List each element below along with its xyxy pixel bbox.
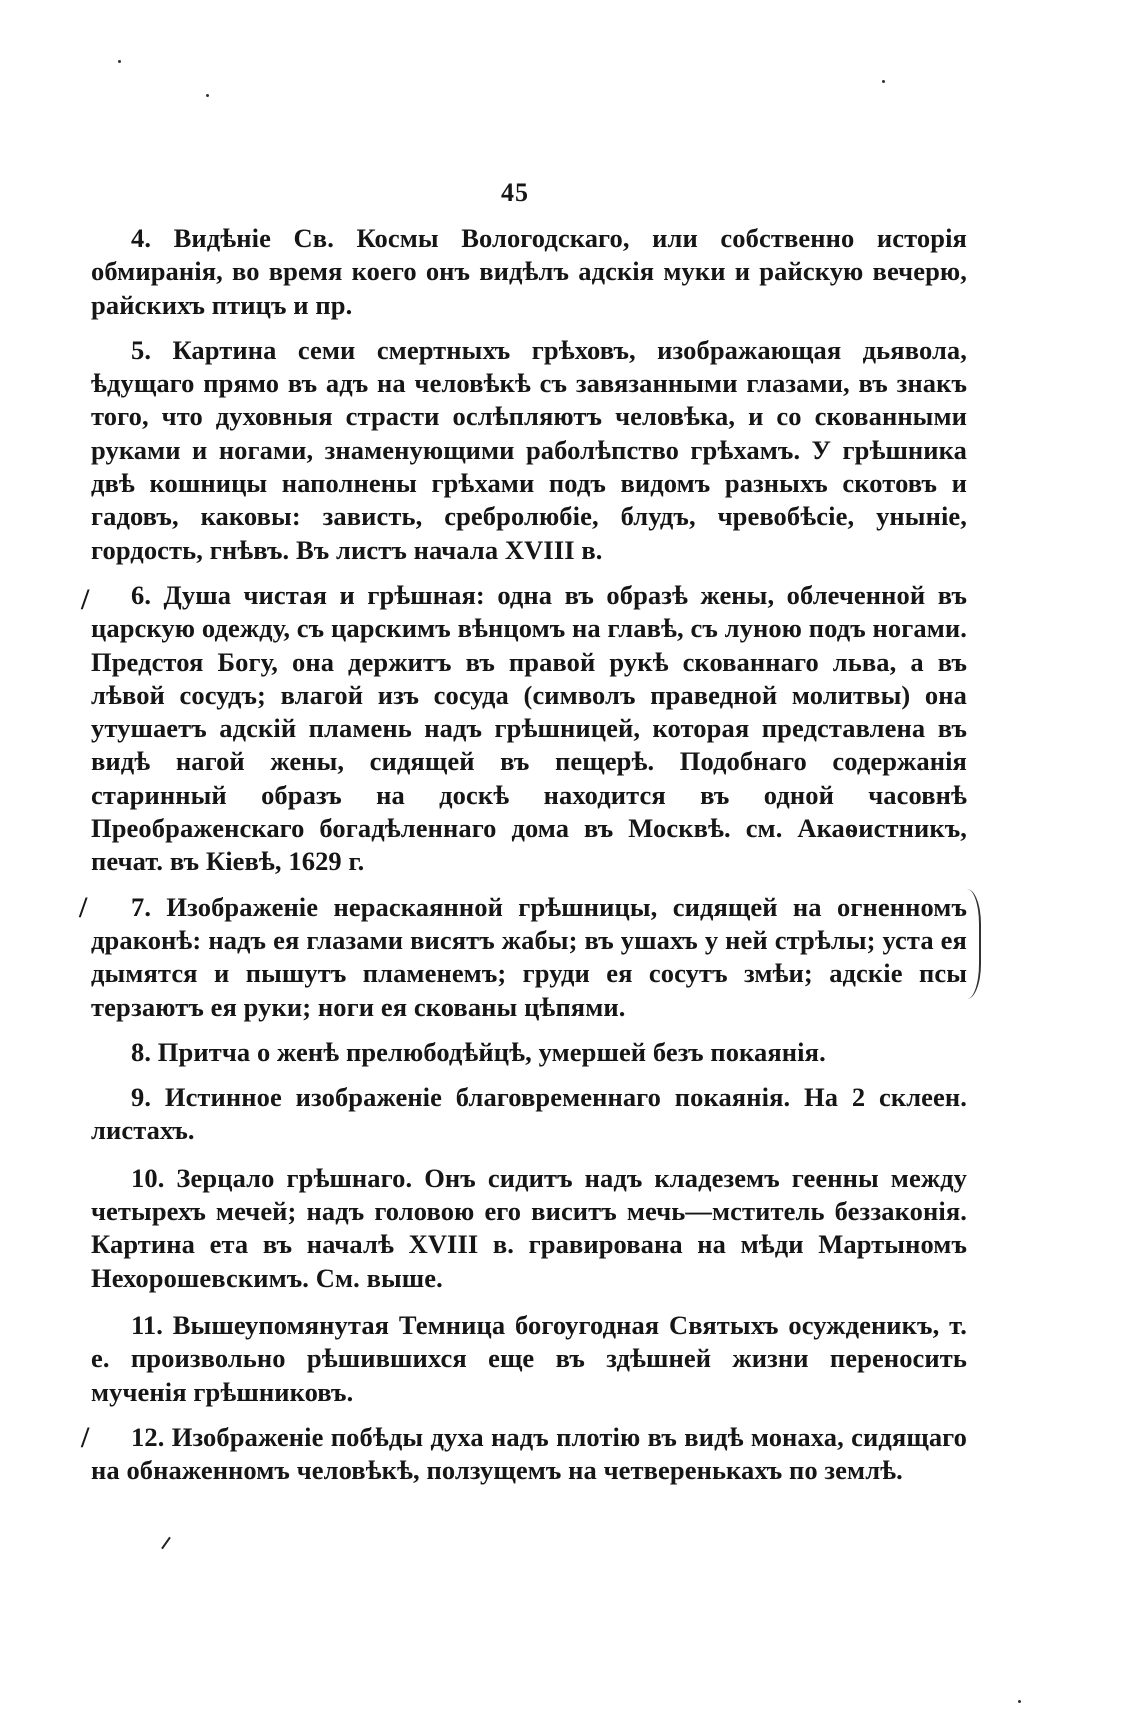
catalog-entry — [91, 222, 967, 322]
margin-mark: / — [79, 890, 88, 924]
entry-text: 12. Изображеніе побѣды духа надъ плотію въ видѣ монаха, сидящаго на обнаженномъ человѣкѣ, ползущемъ на четверенькахъ по землѣ. — [91, 1421, 967, 1486]
ink-speck — [882, 80, 885, 83]
margin-bracket — [967, 889, 981, 999]
page-number: 45 — [501, 178, 529, 207]
entry-text: 6. Душа чистая и грѣшная: одна въ образѣ жены, облеченной въ царскую одежду, съ царскимъ вѣнцомъ на главѣ, съ луною подъ ногами. Предстоя Богу, она держитъ въ правой рукѣ скованнаго льва, а въ лѣвой сосудъ; влагой изъ сосуда (символъ праведной молитвы) она утушаетъ адскій пламень надъ грѣшницей, которая представлена въ видѣ нагой жены, сидящей въ пещерѣ. Подобнаго содержанія старинный образъ на доскѣ находится въ одной часовнѣ Преображенскаго богадѣленнаго дома въ Москвѣ. см. Акаѳистникъ, печат. въ Кіевѣ, 1629 г. — [91, 579, 967, 877]
entry-text: 5. Картина семи смертныхъ грѣховъ, изображающая дьявола, ѣдущаго прямо въ адъ на человѣкѣ съ завязанными глазами, въ знакъ того, что духовныя страсти ослѣпляютъ человѣка, и со скованными руками и ногами, знаменующими раболѣпство грѣхамъ. У грѣшника двѣ кошницы наполнены грѣхами подъ видомъ разныхъ скотовъ и гадовъ, каковы: зависть, сребролюбіе, блудъ, чревобѣсіе, уныніе, гордость, гнѣвъ. Въ листъ начала XVIII в. — [91, 334, 967, 565]
ink-speck — [206, 94, 209, 97]
catalog-entry — [91, 334, 967, 567]
catalog-entry — [91, 1036, 967, 1069]
entry-text: 9. Истинное изображеніе благовременнаго покаянія. На 2 склеен. листахъ. — [91, 1082, 967, 1146]
margin-mark: / — [81, 1420, 90, 1454]
entry-text: 7. Изображеніе нераскаянной грѣшницы, сидящей на огненномъ драконѣ: надъ ея глазами висятъ жабы; въ ушахъ у ней стрѣлы; уста ея дымятся и пышутъ пламенемъ; груди ея сосутъ змѣи; адскіе псы терзаютъ ея руки; ноги ея скованы цѣпями. — [91, 891, 967, 1022]
catalog-entry — [81, 1420, 967, 1488]
entry-text: 10. Зерцало грѣшнаго. Онъ сидитъ надъ кладеземъ геенны между четырехъ мечей; надъ головою его виситъ мечь—мститель беззаконія. Картина ета въ началѣ XVIII в. гравирована на мѣди Мартыномъ Нехорошевскимъ. См. выше. — [91, 1162, 967, 1293]
entry-text: 8. Притча о женѣ прелюбодѣйцѣ, умершей безъ покаянія. — [131, 1036, 826, 1067]
catalog-entry — [91, 1081, 967, 1148]
catalog-entry — [79, 890, 967, 1024]
entry-text: 4. Видѣніе Св. Космы Вологодскаго, или собственно исторія обмиранія, во время коего онъ видѣлъ адскія муки и райскую вечерю, райскихъ птицъ и пр. — [91, 223, 967, 320]
ink-speck — [1018, 1700, 1021, 1703]
catalog-entries — [79, 222, 967, 1499]
stray-pencil-mark — [161, 1537, 171, 1550]
margin-mark: / — [81, 582, 90, 616]
ink-speck — [118, 60, 121, 63]
catalog-entry — [91, 1162, 967, 1295]
entry-text: 11. Вышеупомянутая Темница богоугодная Святыхъ осужденикъ, т. е. произвольно рѣшившихся еще въ здѣшней жизни переносить мученія грѣшниковъ. — [91, 1309, 967, 1407]
catalog-entry — [81, 579, 967, 879]
catalog-entry — [91, 1309, 967, 1409]
